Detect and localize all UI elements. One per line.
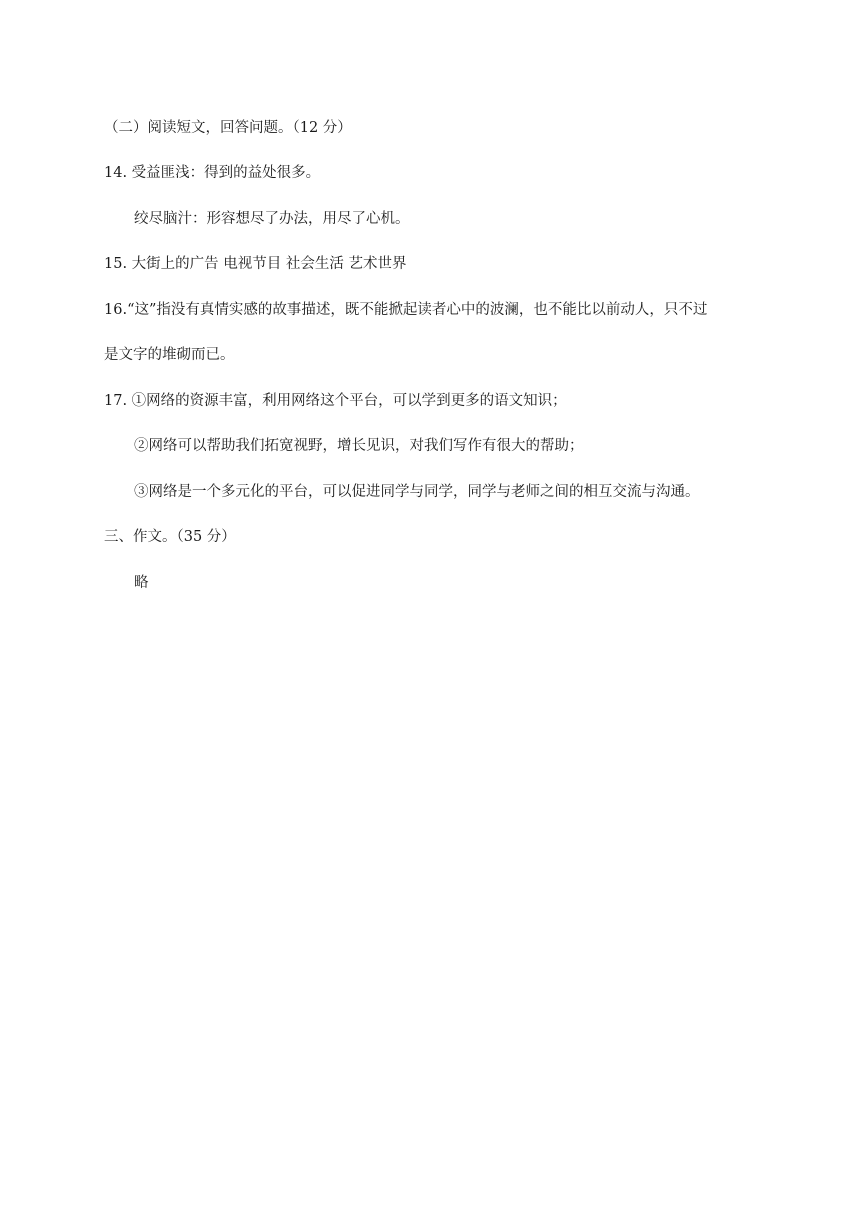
q15-number: 15.	[104, 256, 128, 272]
q16-text-1: “这”指没有真情实感的故事描述，既不能掀起读者心中的波澜，也不能比以前动人，只不过	[127, 302, 708, 318]
q16-text-2: 是文字的堆砌而已。	[104, 347, 235, 363]
q16-line1	[104, 300, 707, 320]
q14-text-2: 绞尽脑汁：形容想尽了办法，用尽了心机。	[134, 211, 410, 227]
q17-line1	[104, 391, 567, 411]
q17-item-1: ①网络的资源丰富，利用网络这个平台，可以学到更多的语文知识；	[131, 393, 567, 409]
q17-number: 17.	[104, 393, 128, 409]
q14-text-1: 受益匪浅：得到的益处很多。	[131, 165, 321, 181]
section-heading: （二）阅读短文，回答问题。（12 分）	[104, 120, 352, 136]
part3-heading: 三、作文。（35 分）	[104, 529, 236, 545]
q14-line1	[104, 163, 320, 183]
q17-item-3: ③网络是一个多元化的平台，可以促进同学与同学，同学与老师之间的相互交流与沟通。	[134, 484, 700, 500]
q16-number: 16.	[104, 302, 128, 318]
q14-number: 14.	[104, 165, 128, 181]
q15-line	[104, 254, 407, 274]
part3-answer: 略	[134, 575, 149, 591]
q15-text: 大街上的广告 电视节目 社会生活 艺术世界	[131, 256, 407, 272]
q17-item-2: ②网络可以帮助我们拓宽视野，增长见识，对我们写作有很大的帮助；	[134, 438, 584, 454]
